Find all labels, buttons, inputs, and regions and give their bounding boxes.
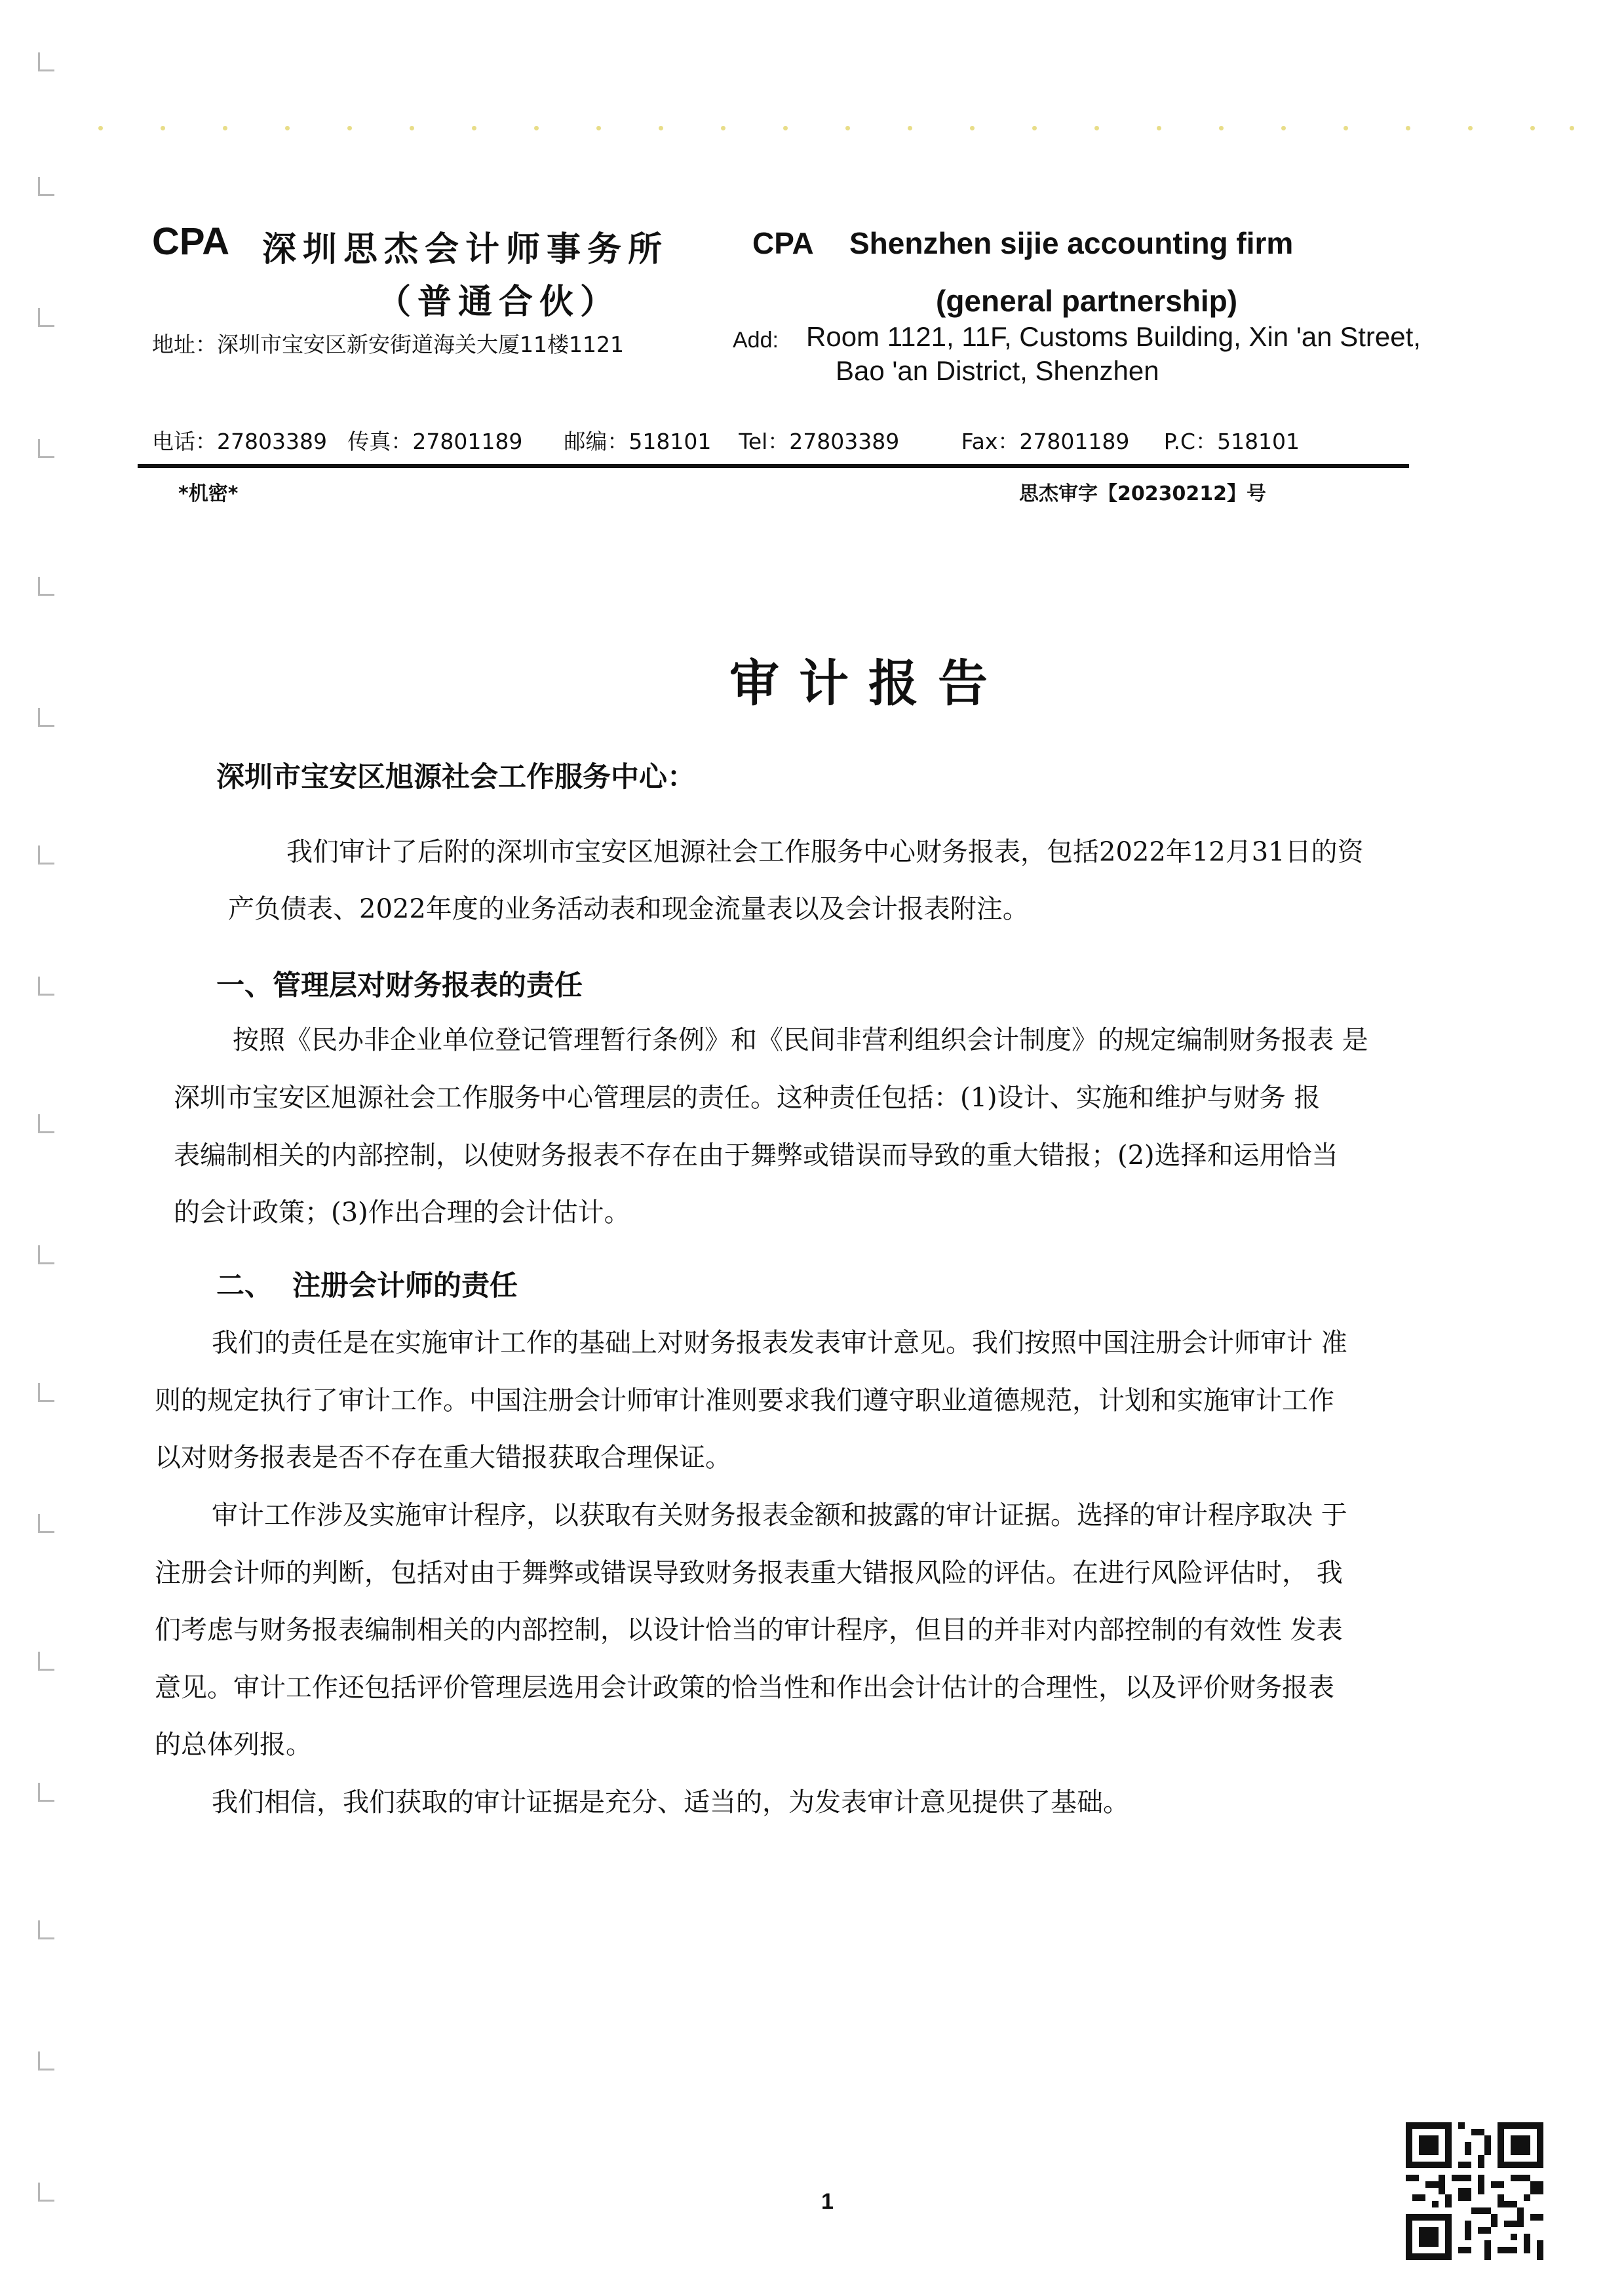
cpa-logo-en: CPA	[752, 226, 814, 260]
body-line: 我们的责任是在实施审计工作的基础上对财务报表发表审计意见。我们按照中国注册会计师审计 准	[212, 1328, 1347, 1358]
verification-qr-code	[1406, 2122, 1543, 2260]
report-title: 审计报告	[729, 654, 1007, 712]
firm-name-cn: 深圳思杰会计师事务所	[262, 229, 669, 269]
binding-mark	[38, 1383, 54, 1402]
body-line: 我们审计了后附的深圳市宝安区旭源社会工作服务中心财务报表，包括2022年12月31日的资	[286, 837, 1364, 867]
partnership-en: (general partnership)	[936, 284, 1238, 318]
binding-mark	[38, 1783, 54, 1802]
section-heading: 二、 注册会计师的责任	[216, 1270, 518, 1302]
page-number: 1	[821, 2189, 834, 2214]
binding-mark	[38, 52, 54, 71]
binding-mark	[38, 846, 54, 865]
report-number: 思杰审字【20230212】号	[1019, 482, 1266, 505]
body-line: 们考虑与财务报表编制相关的内部控制，以设计恰当的审计程序，但目的并非对内部控制的有效性 发表	[155, 1615, 1343, 1645]
body-line: 的总体列报。	[155, 1730, 312, 1760]
address-en-label: Add:	[733, 328, 779, 353]
body-line: 表编制相关的内部控制，以使财务报表不存在由于舞弊或错误而导致的重大错报；(2)选择和运用恰当	[174, 1140, 1338, 1171]
binding-mark	[38, 2183, 54, 2202]
firm-name-en: Shenzhen sijie accounting firm	[849, 226, 1294, 260]
address-en-line1: Room 1121, 11F, Customs Building, Xin 'an Street,	[806, 321, 1421, 352]
binding-mark	[38, 1652, 54, 1671]
body-line: 深圳市宝安区旭源社会工作服务中心管理层的责任。这种责任包括：(1)设计、实施和维护与财务 报	[174, 1083, 1321, 1113]
binding-mark	[38, 1920, 54, 1939]
binding-mark	[38, 177, 54, 196]
address-cn: 地址：深圳市宝安区新安街道海关大厦11楼1121	[152, 332, 624, 357]
binding-mark	[38, 1245, 54, 1264]
binding-mark	[38, 1114, 54, 1133]
body-line: 审计工作涉及实施审计程序，以获取有关财务报表金额和披露的审计证据。选择的审计程序取决 于	[212, 1500, 1347, 1530]
header-rule	[138, 464, 1409, 468]
body-line: 产负债表、2022年度的业务活动表和现金流量表以及会计报表附注。	[228, 894, 1029, 924]
binding-mark	[38, 577, 54, 596]
body-line: 我们相信，我们获取的审计证据是充分、适当的，为发表审计意见提供了基础。	[212, 1787, 1129, 1818]
cpa-logo-cn: CPA	[152, 220, 230, 263]
confidential-label: *机密*	[178, 482, 239, 505]
body-line: 则的规定执行了审计工作。中国注册会计师审计准则要求我们遵守职业道德规范，计划和实施审计工作	[155, 1386, 1334, 1416]
binding-mark	[38, 2051, 54, 2070]
binding-mark	[38, 308, 54, 327]
binding-mark	[38, 977, 54, 996]
body-line: 按照《民办非企业单位登记管理暂行条例》和《民间非营利组织会计制度》的规定编制财务报表 是	[233, 1025, 1368, 1055]
binding-mark	[38, 1514, 54, 1533]
section-heading: 一、管理层对财务报表的责任	[216, 969, 583, 1002]
binding-mark	[38, 439, 54, 458]
partnership-cn: （普通合伙）	[377, 282, 621, 322]
contact-line: 电话：27803389 传真：27801189 邮编：518101 Tel：27803389 Fax：27801189 P.C：518101	[152, 429, 1300, 454]
body-line: 以对财务报表是否不存在重大错报获取合理保证。	[155, 1443, 731, 1473]
body-line: 意见。审计工作还包括评价管理层选用会计政策的恰当性和作出会计估计的合理性，以及评价财务报表	[155, 1673, 1334, 1703]
body-line: 注册会计师的判断，包括对由于舞弊或错误导致财务报表重大错报风险的评估。在进行风险评估时， 我	[155, 1558, 1343, 1588]
address-en-line2: Bao 'an District, Shenzhen	[836, 355, 1159, 386]
addressee: 深圳市宝安区旭源社会工作服务中心：	[216, 761, 695, 794]
body-line: 的会计政策；(3)作出合理的会计估计。	[174, 1197, 630, 1228]
binding-mark	[38, 708, 54, 727]
